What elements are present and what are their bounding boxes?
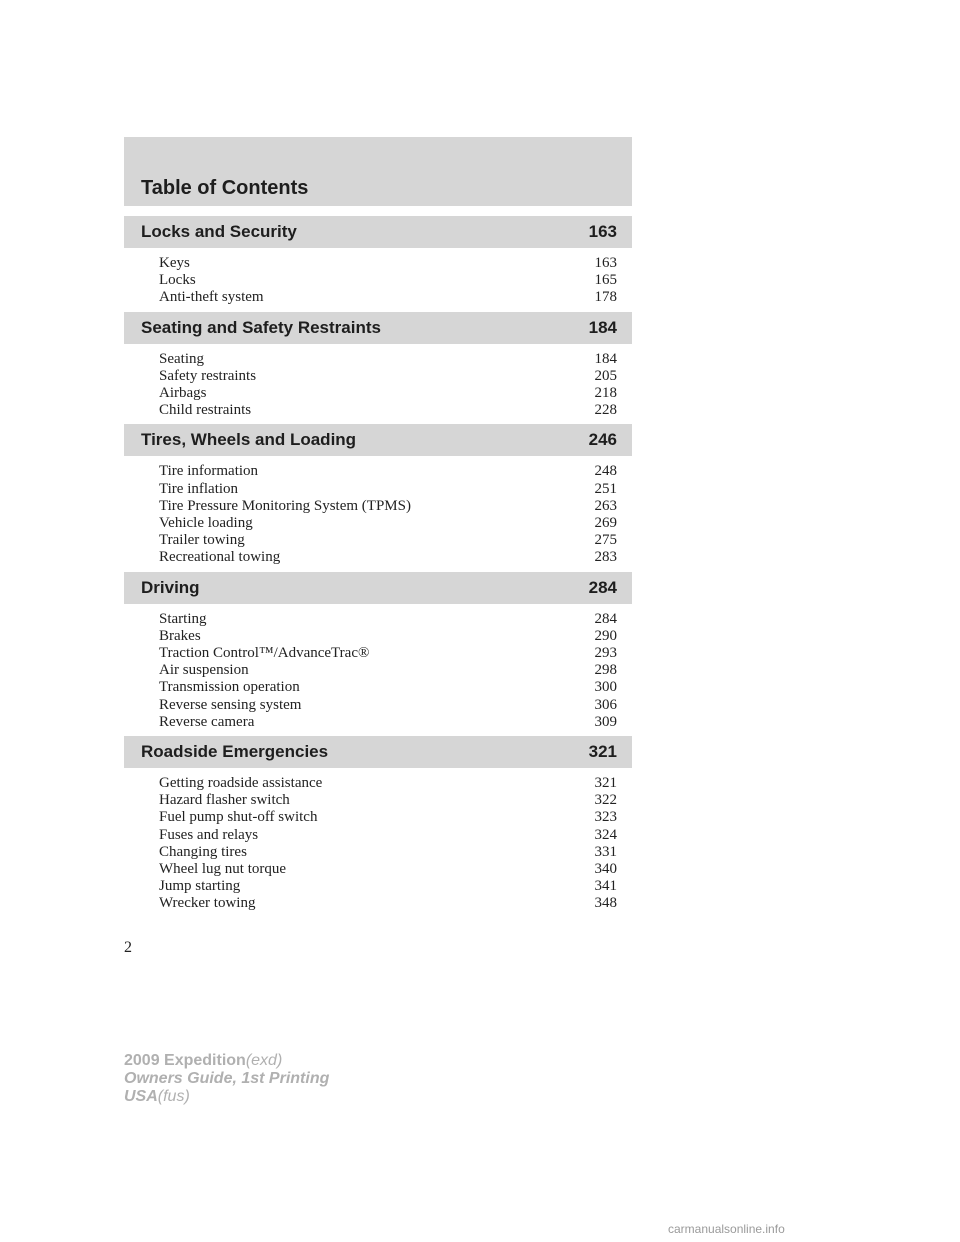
entry-label: Transmission operation (159, 679, 300, 696)
entry-label: Keys (159, 255, 190, 271)
entry-label: Traction Control™/AdvanceTrac® (159, 645, 370, 662)
toc-section (124, 216, 632, 307)
toc-entry[interactable] (159, 289, 617, 306)
section-heading[interactable] (124, 736, 632, 768)
footer-line-1 (124, 1052, 329, 1070)
entry-label: Anti-theft system (159, 289, 264, 306)
toc-section (124, 736, 632, 913)
entry-label: Changing tires (159, 843, 247, 860)
section-title: Roadside Emergencies (141, 742, 329, 762)
entry-page: 228 (594, 402, 617, 419)
entry-page: 163 (594, 255, 617, 271)
section-page: 284 (588, 577, 617, 597)
toc-entry[interactable] (159, 679, 617, 696)
entry-label: Tire information (159, 463, 259, 480)
toc-entry[interactable] (159, 549, 617, 566)
entry-page: 165 (594, 272, 617, 289)
entry-label: Vehicle loading (159, 515, 253, 532)
entry-page: 300 (594, 679, 617, 696)
toc-section (124, 424, 632, 566)
footer-market: USA (124, 1088, 158, 1105)
toc-entry[interactable] (159, 498, 617, 515)
entry-list (124, 344, 632, 420)
section-page: 163 (588, 222, 617, 241)
entry-page: 331 (594, 843, 617, 860)
entry-page: 283 (594, 549, 617, 566)
entry-page: 309 (594, 713, 617, 730)
toc-header (124, 137, 632, 206)
entry-label: Child restraints (159, 402, 252, 419)
entry-label: Hazard flasher switch (159, 792, 290, 809)
toc-entry[interactable] (159, 272, 617, 289)
entry-page: 251 (594, 480, 617, 497)
entry-label: Brakes (159, 627, 201, 644)
toc-entry[interactable] (159, 827, 617, 844)
entry-list (124, 248, 632, 307)
toc-entry[interactable] (159, 611, 617, 628)
entry-list (124, 768, 632, 913)
entry-label: Recreational towing (159, 549, 281, 566)
entry-page: 178 (594, 289, 617, 306)
entry-page: 290 (594, 627, 617, 644)
section-page: 321 (588, 742, 617, 762)
entry-page: 293 (594, 645, 617, 662)
section-heading[interactable] (124, 424, 632, 456)
entry-page: 184 (594, 350, 617, 367)
entry-label: Tire Pressure Monitoring System (TPMS) (159, 497, 411, 514)
section-heading[interactable] (124, 312, 632, 344)
entry-page: 324 (594, 826, 617, 843)
toc-entry[interactable] (159, 481, 617, 498)
toc-entry[interactable] (159, 351, 617, 368)
entry-page: 284 (594, 610, 617, 627)
entry-label: Fuel pump shut-off switch (159, 809, 318, 826)
section-page: 184 (588, 317, 617, 337)
entry-label: Air suspension (159, 662, 249, 679)
entry-label: Tire inflation (159, 480, 239, 497)
entry-page: 323 (594, 809, 617, 826)
toc-entry[interactable] (159, 628, 617, 645)
entry-label: Wheel lug nut torque (159, 861, 287, 878)
document-footer (124, 1052, 329, 1106)
page-title: Table of Contents (141, 177, 309, 199)
toc-entry[interactable] (159, 697, 617, 714)
toc-entry[interactable] (159, 255, 617, 272)
entry-page: 341 (594, 878, 617, 895)
section-title: Seating and Safety Restraints (141, 317, 381, 337)
entry-label: Locks (159, 272, 196, 289)
section-title: Driving (141, 577, 200, 597)
toc-entry[interactable] (159, 844, 617, 861)
entry-page: 205 (594, 367, 617, 384)
toc-entry[interactable] (159, 385, 617, 402)
toc-entry[interactable] (159, 532, 617, 549)
entry-label: Fuses and relays (159, 826, 259, 843)
toc-entry[interactable] (159, 775, 617, 792)
footer-market-code: (fus) (157, 1088, 190, 1105)
entry-list (124, 456, 632, 566)
entry-page: 248 (594, 463, 617, 480)
watermark: carmanualsonline.info (668, 1222, 785, 1236)
entry-page: 322 (594, 792, 617, 809)
entry-page: 321 (594, 775, 617, 792)
toc-entry[interactable] (159, 792, 617, 809)
section-page: 246 (588, 430, 617, 450)
toc-entry[interactable] (159, 662, 617, 679)
toc-entry[interactable] (159, 861, 617, 878)
entry-page: 348 (594, 895, 617, 912)
entry-label: Airbags (159, 385, 207, 402)
entry-page: 298 (594, 662, 617, 679)
toc-entry[interactable] (159, 515, 617, 532)
footer-line-2: Owners Guide, 1st Printing (124, 1070, 330, 1087)
entry-page: 306 (594, 696, 617, 713)
toc-section (124, 572, 632, 731)
page-number: 2 (124, 939, 132, 956)
toc-entry[interactable] (159, 368, 617, 385)
entry-label: Getting roadside assistance (159, 775, 323, 792)
entry-label: Safety restraints (159, 367, 257, 384)
toc-entry[interactable] (159, 714, 617, 731)
toc-section (124, 312, 632, 420)
table-of-contents (124, 216, 632, 918)
entry-label: Jump starting (159, 878, 241, 895)
entry-page: 218 (594, 385, 617, 402)
entry-page: 340 (594, 861, 617, 878)
entry-page: 275 (594, 532, 617, 549)
entry-label: Seating (159, 350, 204, 367)
toc-entry[interactable] (159, 463, 617, 480)
toc-entry[interactable] (159, 895, 617, 912)
entry-page: 269 (594, 515, 617, 532)
section-title: Tires, Wheels and Loading (141, 430, 357, 450)
entry-list (124, 604, 632, 731)
toc-entry[interactable] (159, 809, 617, 826)
entry-page: 263 (594, 497, 617, 514)
section-heading[interactable] (124, 216, 632, 248)
entry-label: Trailer towing (159, 532, 245, 549)
footer-model: 2009 Expedition (124, 1052, 246, 1069)
entry-label: Reverse camera (159, 713, 255, 730)
entry-label: Starting (159, 610, 207, 627)
toc-entry[interactable] (159, 402, 617, 419)
section-heading[interactable] (124, 572, 632, 604)
footer-model-code: (exd) (245, 1052, 283, 1069)
toc-entry[interactable] (159, 645, 617, 662)
footer-line-3 (124, 1088, 329, 1106)
entry-label: Wrecker towing (159, 895, 256, 912)
entry-label: Reverse sensing system (159, 696, 302, 713)
toc-entry[interactable] (159, 878, 617, 895)
section-title: Locks and Security (141, 222, 297, 241)
